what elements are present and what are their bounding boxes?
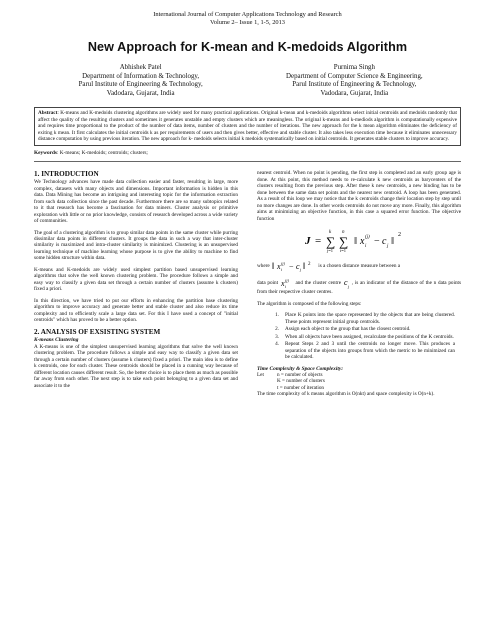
- svg-text:x: x: [276, 262, 281, 272]
- keywords: [34, 150, 461, 157]
- svg-text:j: j: [299, 267, 302, 273]
- left-column: [34, 170, 238, 402]
- subsection-heading-kmeans: K-means Clustering: [34, 337, 79, 344]
- keywords-label: Keywords: [34, 149, 57, 156]
- svg-text:(j): (j): [280, 261, 285, 267]
- svg-text:=: =: [315, 235, 322, 247]
- body-columns: [34, 170, 461, 402]
- author-dept: Department of Information & Technology,: [82, 72, 200, 80]
- step-number: 4.: [275, 341, 279, 348]
- complexity-statement: The time complexity of k means algorithm is O(nkt) and space complexity is O(n+k).: [257, 391, 435, 398]
- svg-text:(j): (j): [365, 235, 370, 240]
- list-item: [257, 341, 461, 360]
- svg-text:2: 2: [398, 232, 401, 238]
- step-text: Repeat Steps 2 and 3 until the centroids no longer move. This produces a separation of the objects into groups from which the metric to be minimized can be calculated.: [285, 341, 455, 361]
- keywords-text: : K-means; K-medoids; centroids; clusters;: [56, 149, 148, 156]
- list-item: [257, 326, 461, 332]
- svg-text:2: 2: [307, 262, 311, 268]
- svg-text:k: k: [329, 230, 332, 235]
- objective-function-formula: [257, 227, 461, 255]
- paragraph: In this direction, we have tried to put our efforts in enhancing the partition base clustering algorithm to improve accuracy and generate better and stable cluster and also reduce its time complexity and to efficiently scale a large data set. For this I have used a concept of "initial centroids" which has proved to be a better option.: [34, 297, 238, 323]
- author-2: [252, 64, 457, 98]
- svg-text:x: x: [360, 236, 365, 247]
- definition-text: K = number of clusters: [277, 378, 325, 385]
- paper-title: New Approach for K-mean and K-medoids Algorithm: [87, 40, 408, 54]
- svg-text:i: i: [365, 244, 367, 249]
- step-text: When all objects have been assigned, recalculate the positions of the K centroids.: [285, 333, 454, 340]
- svg-text:∑: ∑: [339, 234, 349, 249]
- svg-text:‖: ‖: [302, 261, 306, 272]
- svg-text:−: −: [374, 236, 380, 247]
- svg-text:J: J: [305, 235, 311, 247]
- svg-text:(j): (j): [284, 278, 289, 284]
- svg-text:∑: ∑: [326, 234, 336, 249]
- paragraph: K-means and K-medoids are widely used simplest partition based unsupervised learning algorithms that solve the well known clustering problem. The procedure follows a simple and easy way to classify a given data set through a certain number of clusters (assume k clusters) fixed a priori.: [34, 266, 238, 293]
- divider-rule: [34, 161, 461, 162]
- complexity-definitions: [257, 372, 461, 391]
- author-name: Purnima Singh: [333, 64, 375, 71]
- author-1: [38, 64, 243, 98]
- author-location: Vadodara, Gujarat, India: [320, 89, 389, 97]
- data-point-label: data point: [257, 280, 279, 287]
- journal-header: [34, 11, 461, 27]
- step-text: Place K points into the space represented by the objects that are being clustered. These points represent initial group centroids.: [285, 312, 455, 325]
- definition-text: t = number of iteration: [277, 384, 325, 391]
- paragraph: A K-means is one of the simplest unsupervised learning algorithms that solve the well known clustering problem. The procedure follows a simple and easy way to classify a given data set through a certain number of clusters (assume k clusters) fixed a priori. The main idea is to define k centroids, one for each cluster. These centroids should be placed in a cunning way because of different location causes different result. So, the better choice is to place them as much as possible far away from each other. The next step is to take each point belonging to a given data set and associate it to the: [34, 343, 238, 389]
- step-number: 1.: [275, 312, 279, 319]
- svg-text:i: i: [280, 267, 283, 273]
- cluster-centre-symbol: [343, 277, 352, 289]
- where-label: where: [257, 263, 270, 270]
- svg-text:i: i: [284, 284, 286, 290]
- section-heading-introduction: 1. INTRODUCTION: [34, 170, 99, 179]
- cluster-centre-text: and the cluster centre: [295, 280, 341, 287]
- svg-text:x: x: [280, 279, 285, 289]
- author-dept: Department of Computer Science & Engineering,: [286, 72, 423, 80]
- paragraph: [257, 277, 461, 295]
- let-label: Let: [257, 372, 264, 379]
- svg-text:−: −: [288, 262, 294, 272]
- step-text: Assign each object to the group that has the closest centroid.: [285, 326, 411, 333]
- section-heading-analysis: 2. ANALYSIS OF EXSISTING SYSTEM: [34, 328, 161, 337]
- paragraph: nearest centroid. When no point is pending, the first step is completed and an early group age is done. At this point, this method needs to re-calculate k new centroids as barycenters of the clusters resulting from the previous step. After these k new centroids, a new binding has to be done between the same data set points and the nearest new centroid. A loop has been generated. As a result of this loop we may notice that the k centroids change their location step by step until no more changes are done. In other words centroids do not move any more. Finally, this algorithm aims at minimizing an objective function, in this case a squared error function. The objective function: [257, 170, 461, 222]
- paragraph: The goal of a clustering algorithm is to group similar data points in the same cluster while purring dissimilar data points in different clusters. It groups the data in such a way that inter-cluster similarity is maximized and intra-cluster similarity is minimized. Clustering is an unsupervised learning technique of machine learning whose purpose is to give the ability to machine to find some hidden structure within data.: [34, 229, 238, 262]
- definition-text: n = number of objects: [277, 372, 323, 379]
- svg-text:i=1: i=1: [340, 248, 347, 253]
- svg-text:‖: ‖: [271, 261, 275, 272]
- abstract-box: [34, 107, 461, 146]
- journal-volume: Volume 2– Issue 1, 1-5, 2013: [210, 19, 285, 26]
- svg-text:‖: ‖: [391, 235, 395, 247]
- right-column: [257, 170, 461, 402]
- data-point-symbol: [280, 277, 294, 289]
- list-item: [257, 334, 461, 340]
- svg-text:j: j: [387, 244, 389, 249]
- objective-function-equation: [301, 227, 417, 253]
- paragraph: We Technology advances have made data collection easier and faster, resulting in large, more complex, datasets with many objects and dimensions. Important information is hidden in this data. Data Mining has become an intriguing and interesting topic for the information extraction from such data collection since the past decade. Furthermore there are so many subtopics related to it that research has become a fascination for data miners. Cluster analysis or primitive exploration with little or no prior knowledge, consists of research developed across a wide variety of communities.: [34, 179, 238, 225]
- complexity-heading: Time Complexity & Space Complexity:: [257, 365, 344, 372]
- algorithm-steps: [257, 312, 461, 360]
- abstract-label: Abstract: [38, 110, 58, 117]
- svg-text:j=1: j=1: [327, 248, 334, 253]
- author-name: Abhishek Patel: [119, 64, 162, 71]
- svg-text:‖: ‖: [354, 235, 358, 247]
- svg-text:c: c: [295, 262, 300, 272]
- svg-text:c: c: [382, 236, 387, 247]
- author-block: [34, 64, 461, 98]
- steps-intro: The algorithm is composed of the following steps:: [257, 300, 362, 307]
- list-item: [257, 312, 461, 325]
- paragraph: [257, 260, 461, 272]
- svg-text:c: c: [343, 278, 348, 288]
- distance-measure-equation: [271, 260, 317, 272]
- distance-measure-text: is a chosen distance measure between a: [318, 263, 401, 270]
- svg-text:n: n: [342, 230, 345, 235]
- step-number: 2.: [275, 326, 279, 333]
- journal-name: International Journal of Computer Applications Technology and Research: [153, 11, 342, 18]
- author-location: Vadodara, Gujarat, India: [106, 89, 175, 97]
- author-inst: Parul Institute of Engineering & Technology,: [78, 81, 203, 89]
- author-inst: Parul Institute of Engineering & Technology,: [292, 81, 417, 89]
- step-number: 3.: [275, 333, 279, 340]
- abstract-text: : K-means and K-medoids clustering algorithms are widely used for many practical applications. Original k-mean and k-medoids algorithms select initial centroids and medoids randomly that affect the quality of the resulting clusters and sometimes it generates unstable and empty clusters which are meaningless. The original k-means and k-mediods algorithm is computationally expensive and requires time proportional to the product of the number of data items, number of clusters and the number of iterations. The new approach for the k mean algorithm eliminates the deficiency of exiting k mean. It first calculates the initial centroids k as per requirements of users and then gives better, effective and stable cluster. It also takes less execution time because it eliminates unnecessary distance computation by using previous iteration. The new approach for k- medoids selects initial k medoids systematically based on initial centroids. It generates stable clusters to improve accuracy.: [38, 110, 457, 143]
- svg-text:j: j: [347, 284, 349, 290]
- indicator-text: , is an indicator of the distance of the n data points from their respective cluster centres.: [257, 280, 462, 296]
